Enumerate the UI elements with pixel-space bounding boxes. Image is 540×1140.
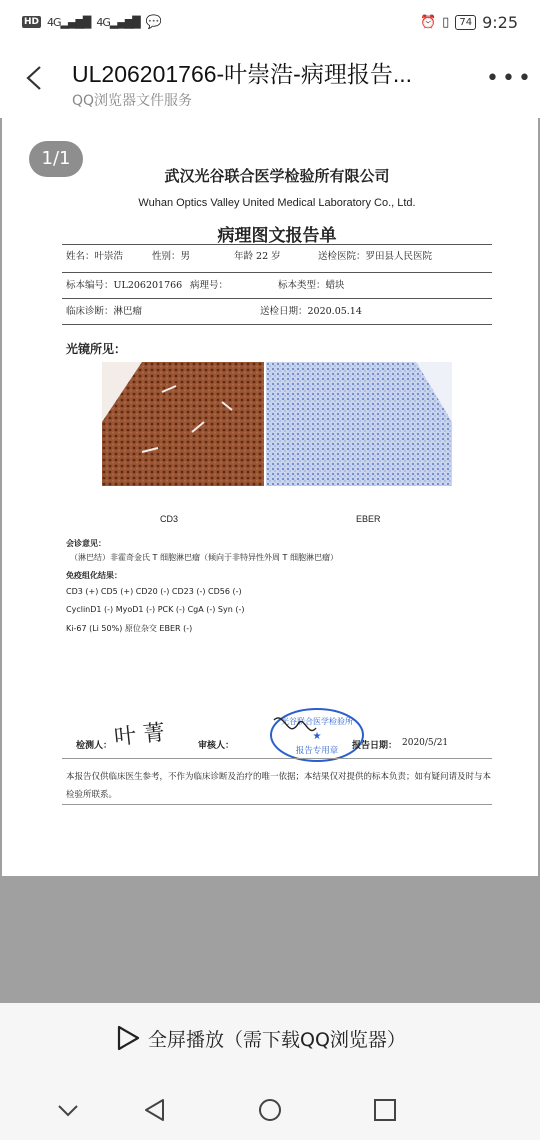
vibrate-icon: ▯ [442, 14, 450, 30]
tester-signature: 叶 菁 [113, 720, 167, 751]
svg-text:光谷联合医学检验所: 光谷联合医学检验所 [281, 717, 353, 726]
hd-badge: HD [24, 17, 40, 27]
system-nav-bar [0, 1085, 540, 1140]
bottom-bar [0, 1003, 540, 1140]
divider [62, 758, 492, 759]
status-bar [0, 0, 540, 44]
play-icon [114, 1024, 142, 1052]
collapse-chevron-icon[interactable] [55, 1097, 81, 1123]
alarm-icon: ⏰ [419, 14, 437, 30]
pathology-number: 病理号： [190, 280, 229, 291]
ihc-line-3: Ki-67 (Li 50%) 原位杂交 EBER (-) [66, 624, 193, 633]
ihc-line-1: CD3 (+) CD5 (+) CD20 (-) CD23 (-) CD56 (-) [66, 587, 242, 596]
signal-icon-2: 4G▂▄▆█ [96, 15, 140, 29]
document-viewer[interactable] [0, 118, 540, 1003]
lab-name-en: Wuhan Optics Valley United Medical Laboratory Co., Ltd. [138, 197, 416, 209]
divider [62, 324, 492, 325]
svg-text:报告专用章: 报告专用章 [295, 746, 339, 756]
specimen-type: 标本类型：蜡块 [278, 280, 345, 291]
signal-icon: 4G▂▄▆█ [47, 15, 91, 29]
divider [62, 272, 492, 273]
eber-micrograph [266, 362, 452, 486]
page-subtitle: QQ浏览器文件服务 [72, 93, 193, 109]
battery-icon: 74 [455, 15, 476, 30]
document-page [2, 118, 538, 876]
more-menu-icon[interactable]: ••• [486, 66, 534, 91]
date-sent: 送检日期：2020.05.14 [260, 306, 362, 317]
report-date-label: 报告日期： [352, 741, 398, 751]
back-arrow-icon[interactable] [22, 64, 50, 92]
reviewer-label: 审核人： [198, 741, 235, 751]
nav-back-icon[interactable] [142, 1097, 168, 1123]
chat-bubble-icon: 💬 [145, 14, 162, 30]
clock: 9:25 [482, 12, 518, 32]
light-microscopy-heading: 光镜所见： [66, 342, 127, 356]
lab-name-cn: 武汉光谷联合医学检验所有限公司 [164, 167, 390, 185]
caption-cd3: CD3 [160, 514, 179, 524]
app-header [0, 44, 540, 118]
tester-label: 检测人： [76, 741, 113, 751]
nav-home-icon[interactable] [257, 1097, 283, 1123]
divider [62, 244, 492, 245]
fullscreen-play-button[interactable] [114, 1024, 406, 1052]
nav-recents-icon[interactable] [372, 1097, 398, 1123]
patient-gender: 性别：男 [152, 251, 191, 262]
page-title: UL206201766-叶崇浩-病理报告... [72, 61, 413, 87]
specimen-number: 标本编号：UL206201766 [66, 280, 183, 291]
ihc-line-2: CyclinD1 (-) MyoD1 (-) PCK (-) CgA (-) Syn (-) [66, 605, 245, 614]
report-footnote: 本报告仅供临床医生参考，不作为临床诊断及治疗的唯一依据；本结果仅对提供的标本负责；如有疑问请及时与本检验所联系。 [66, 772, 492, 800]
caption-eber: EBER [356, 514, 381, 524]
consultation-text: （淋巴结）非霍奇金氏 T 细胞淋巴瘤（倾向于非特异性外周 T 细胞淋巴瘤） [70, 553, 338, 562]
patient-age: 年龄 22 岁 [234, 251, 281, 262]
page-indicator: 1/1 [29, 141, 83, 177]
ihc-label: 免疫组化结果： [66, 571, 122, 580]
divider [62, 804, 492, 805]
cd3-micrograph [102, 362, 264, 486]
patient-name: 姓名：叶崇浩 [66, 251, 124, 262]
lab-seal-stamp [268, 706, 366, 764]
sending-hospital: 送检医院：罗田县人民医院 [318, 251, 433, 262]
divider [62, 298, 492, 299]
svg-text:★: ★ [312, 731, 322, 742]
report-date: 2020/5/21 [402, 738, 449, 748]
clinical-diagnosis: 临床诊断：淋巴瘤 [66, 306, 143, 317]
report-title: 病理图文报告单 [217, 226, 337, 246]
consultation-label: 会诊意见： [66, 539, 106, 548]
fullscreen-play-label: 全屏播放（需下载QQ浏览器） [148, 1028, 406, 1051]
